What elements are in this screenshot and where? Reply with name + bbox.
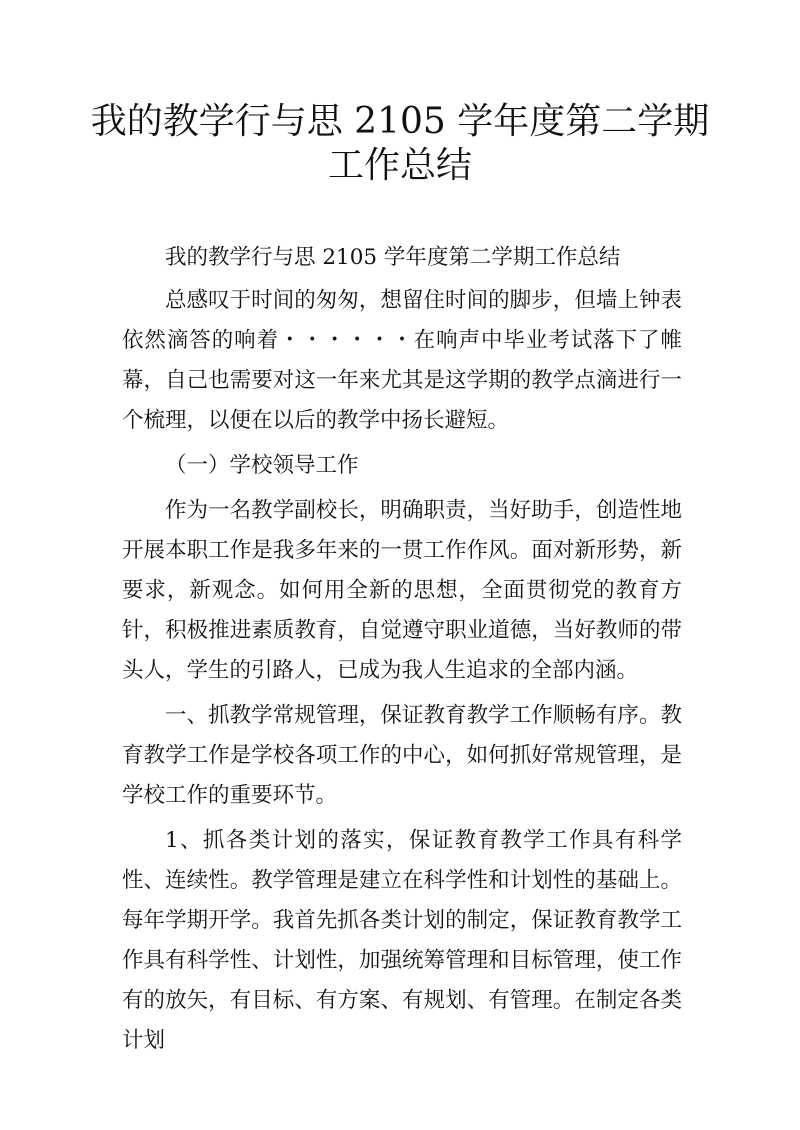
paragraph-routine-management: 一、抓教学常规管理，保证教育教学工作顺畅有序。教育教学工作是学校各项工作的中心，如何抓好常规管理，是学校工作的重要环节。 (122, 703, 682, 808)
paragraph-intro: 总感叹于时间的匆匆，想留住时间的脚步，但墙上钟表依然滴答的响着・・・・・・在响声中毕业考试落下了帷幕，自己也需要对这一年来尤其是这学期的教学点滴进行一个梳理，以便在以后的教学中扬长避短。 (122, 288, 682, 433)
document-title-line-2: 工作总结 (327, 145, 472, 186)
section-heading-leadership: （一）学校领导工作 (165, 453, 359, 478)
paragraph-subtitle: 我的教学行与思 2105 学年度第二学期工作总结 (165, 245, 621, 270)
document-body (122, 238, 682, 1061)
document-title-line-1: 我的教学行与思 2105 学年度第二学期 (90, 101, 710, 142)
paragraph-plans: 1、抓各类计划的落实，保证教育教学工作具有科学性、连续性。教学管理是建立在科学性和计划性的基础上。每年学期开学。我首先抓各类计划的制定，保证教育教学工作具有科学性、计划性，加强统筹管理和目标管理，使工作有的放矢，有目标、有方案、有规划、有管理。在制定各类计划 (122, 828, 682, 1053)
paragraph-leadership: 作为一名教学副校长，明确职责，当好助手，创造性地开展本职工作是我多年来的一贯工作作风。面对新形势，新要求，新观念。如何用全新的思想，全面贯彻党的教育方针，积极推进素质教育，自觉遵守职业道德，当好教师的带头人，学生的引路人，已成为我人生追求的全部内涵。 (122, 498, 682, 683)
